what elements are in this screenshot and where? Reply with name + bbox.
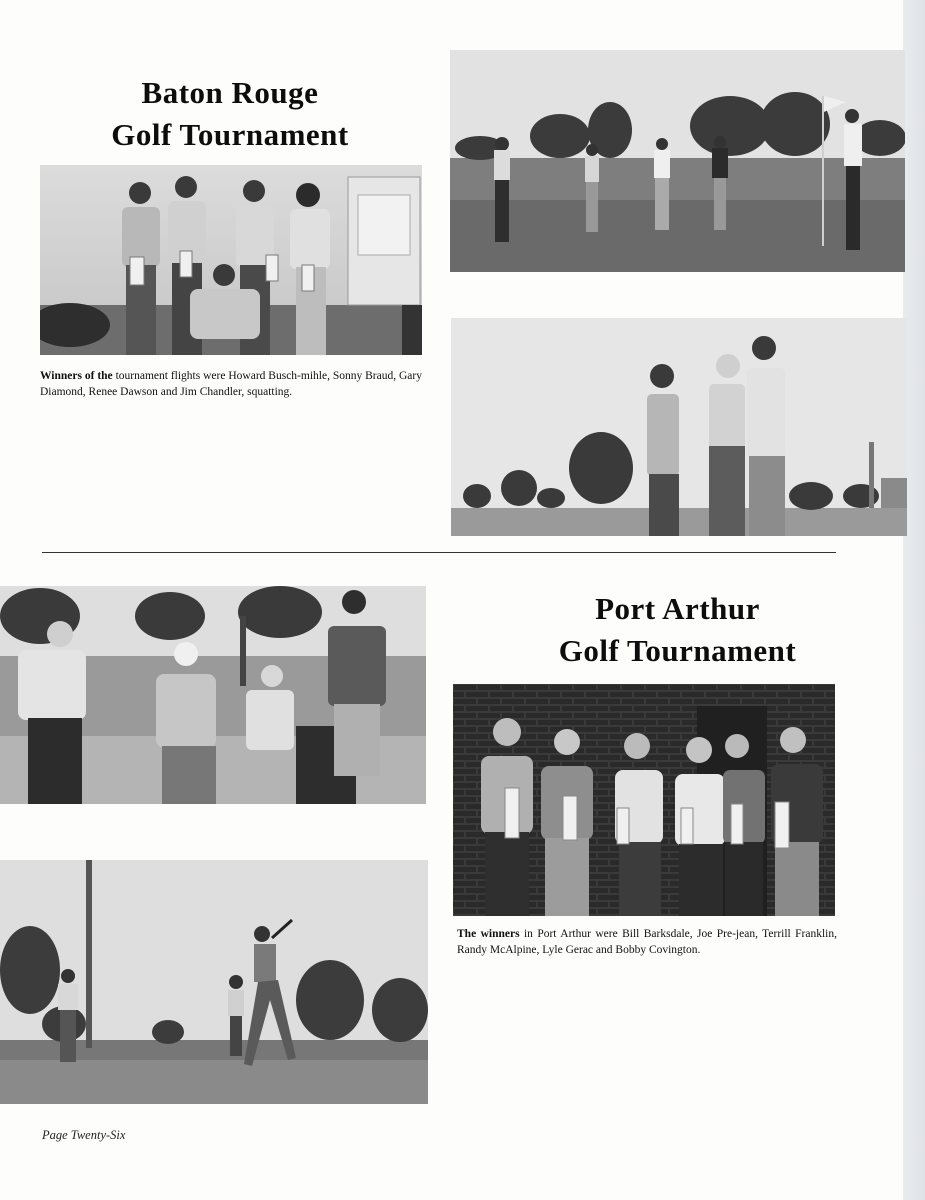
baton-rouge-title-line1: Baton Rouge (141, 75, 319, 110)
section-divider (42, 552, 836, 553)
baton-rouge-title (60, 72, 400, 156)
port-arthur-caption-lead: The winners (457, 928, 520, 940)
port-arthur-title (480, 588, 875, 672)
baton-rouge-caption-lead: Winners of the (40, 370, 113, 382)
baton-rouge-caption (40, 368, 422, 400)
baton-rouge-title-line2: Golf Tournament (111, 117, 349, 152)
port-arthur-caption (457, 926, 837, 958)
photo-three-golfers (451, 318, 907, 536)
photo-baton-rouge-winners (40, 165, 422, 355)
page-number: Page Twenty-Six (42, 1128, 126, 1142)
port-arthur-caption-text: in Port Arthur were Bill Barksdale, Joe Pre-jean, Terrill Franklin, Randy McAlpine, Lyle Gerac and Bobby Covington. (457, 928, 837, 956)
port-arthur-title-line2: Golf Tournament (558, 633, 797, 668)
photo-four-golfers (0, 586, 426, 804)
photo-golfer-swing (0, 860, 428, 1104)
baton-rouge-caption-text: tournament flights were Howard Busch-mihle, Sonny Braud, Gary Diamond, Renee Dawson and Jim Chandler, squatting. (40, 370, 422, 398)
photo-port-arthur-winners (453, 684, 835, 916)
port-arthur-title-line1: Port Arthur (595, 591, 760, 626)
page-edge (903, 0, 925, 1200)
photo-putting-green (450, 50, 905, 272)
